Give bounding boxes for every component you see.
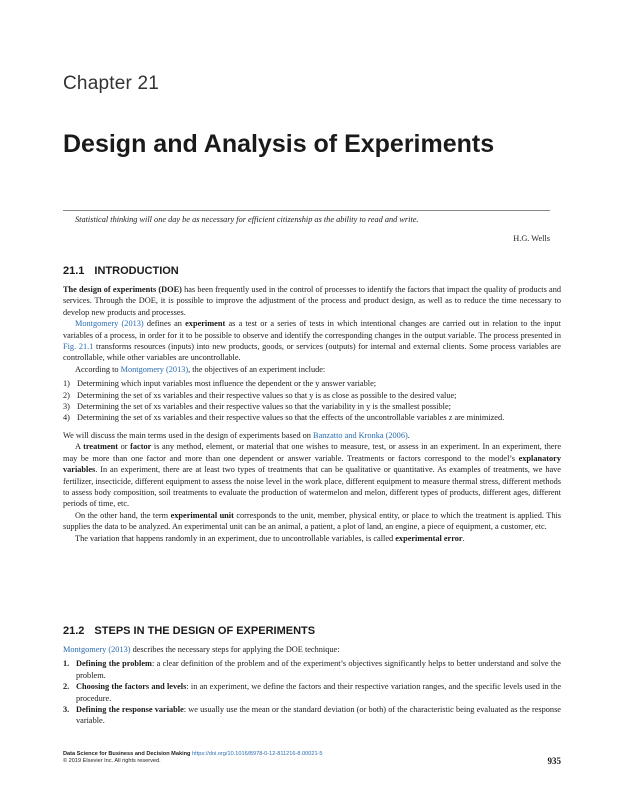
term-factor: factor (130, 442, 152, 452)
chapter-label: Chapter 21 (63, 73, 160, 94)
paragraph-terms-intro: We will discuss the main terms used in the design of experiments based on Banzatto and Kronka (2006). (63, 430, 410, 440)
citation-link[interactable]: Banzatto and Kronka (2006) (313, 430, 408, 440)
doi-link[interactable]: https://doi.org/10.1016/B978-0-12-811216-8.00021-5 (192, 751, 323, 757)
section-title: INTRODUCTION (94, 265, 179, 277)
list-item: 2) Determining the set of xs variables and their respective values so that y is as close as possible to the desired value; (63, 390, 457, 400)
paragraph-steps-intro: Montgomery (2013) describes the necessary steps for applying the DOE technique: (63, 645, 340, 654)
paragraph-objectives-intro: According to Montgomery (2013), the objectives of an experiment include: (75, 364, 326, 374)
list-item: 1. Defining the problem: a clear definition of the problem and of the experiment’s objectives significantly helps to better understand and solve the problem. (63, 659, 561, 680)
list-item: 4) Determining the set of xs variables and their respective values so that the effects of the uncontrollable variables z are minimized. (63, 413, 505, 423)
step-term: Defining the response variable (76, 705, 184, 715)
section-number: 21.1 (63, 265, 85, 277)
paragraph-experiment: Montgomery (2013) defines an experiment as a test or a series of tests in which intentional changes are carried out in relation to the input variables of a process, in order for it to be possible to observe and identify the corresponding changes in the output variable. The process presented in Fig. 21.1 transforms resources (inputs) into new products, goods, or services (outputs) for internal and external clients. Some process variables are controllable, while other variables are uncontrollable. (63, 319, 561, 363)
citation-link[interactable]: Montgomery (2013) (120, 364, 189, 374)
section-body-introduction (63, 284, 561, 544)
paragraph-experimental-unit: On the other hand, the term experimental unit corresponds to the unit, member, physical entity, or place to which the treatment is applied. This supplies the data to be analyzed. An experimental unit can be an animal, a patient, a plot of land, an engine, a piece of equipment, a customer, etc. (63, 510, 561, 532)
citation-link[interactable]: Montgomery (2013) (63, 645, 131, 654)
paragraph-doe: The design of experiments (DOE) has been frequently used in the control of processes to identify the factors that impact the quality of products and services. Through the DOE, it is possible to improve the adjustment of the process and product design, as well as to reduce the time necessary to develop new products and processes. (63, 285, 561, 317)
term-experimental-error: experimental error (395, 533, 463, 543)
section-body-steps (63, 644, 561, 727)
term-doe: The design of experiments (DOE) (63, 285, 182, 294)
step-term: Choosing the factors and levels (76, 682, 187, 692)
step-term: Defining the problem (76, 659, 152, 669)
page-footer (63, 751, 323, 765)
steps-list (63, 658, 561, 726)
epigraph-divider (63, 210, 550, 211)
term-explanatory-variables: explanatory variables (63, 453, 561, 475)
section-heading-steps (63, 625, 315, 637)
term-experiment: experiment (185, 319, 226, 329)
figure-link[interactable]: Fig. 21.1 (63, 342, 94, 352)
page-number: 935 (547, 756, 561, 766)
epigraph-author: H.G. Wells (513, 234, 550, 243)
list-item: 1) Determining which input variables most influence the dependent or the y answer variable; (63, 379, 377, 389)
term-experimental-unit: experimental unit (170, 510, 234, 520)
paragraph-experimental-error: The variation that happens randomly in an experiment, due to uncontrollable variables, is called experimental error. (75, 533, 465, 543)
list-item: 3. Defining the response variable: we usually use the mean or the standard deviation (or both) of the characteristic being evaluated as the response variable. (63, 705, 561, 726)
section-title: STEPS IN THE DESIGN OF EXPERIMENTS (94, 625, 316, 637)
list-item: 2. Choosing the factors and levels: in an experiment, we define the factors and their respective variation ranges, and the specific levels used in the procedure. (63, 682, 562, 703)
chapter-title: Design and Analysis of Experiments (63, 130, 495, 158)
section-number: 21.2 (63, 625, 85, 637)
citation-link[interactable]: Montgomery (2013) (75, 319, 144, 329)
objectives-list (63, 378, 561, 424)
copyright: © 2019 Elsevier Inc. All rights reserved. (63, 758, 161, 764)
section-heading-introduction (63, 265, 179, 277)
paragraph-treatment: A treatment or factor is any method, element, or material that one wishes to measure, test, or assess in an experiment. In an experiment, there may be more than one factor and more than one dependent or answer variable. Treatments or factors correspond to the model’s explanatory variables. In an experiment, there are at least two types of treatments that can be qualitative or quantitative. As examples of treatments, we have fertilizer, insecticide, different equipment to assess the noise level in the work place, different equipment to measure thermal stress, different methods to assess body composition, soil treatments to evaluate the production of watermelon and melon, different types of products, different ages, different periods of time, etc. (63, 442, 562, 509)
epigraph-quote: Statistical thinking will one day be as necessary for efficient citizenship as the ability to read and write. (75, 215, 419, 224)
list-item: 3) Determining the set of xs variables and their respective values so that the variability in y is the smallest possible; (63, 402, 451, 412)
book-title: Data Science for Business and Decision Making (63, 751, 191, 757)
term-treatment: treatment (83, 442, 119, 452)
